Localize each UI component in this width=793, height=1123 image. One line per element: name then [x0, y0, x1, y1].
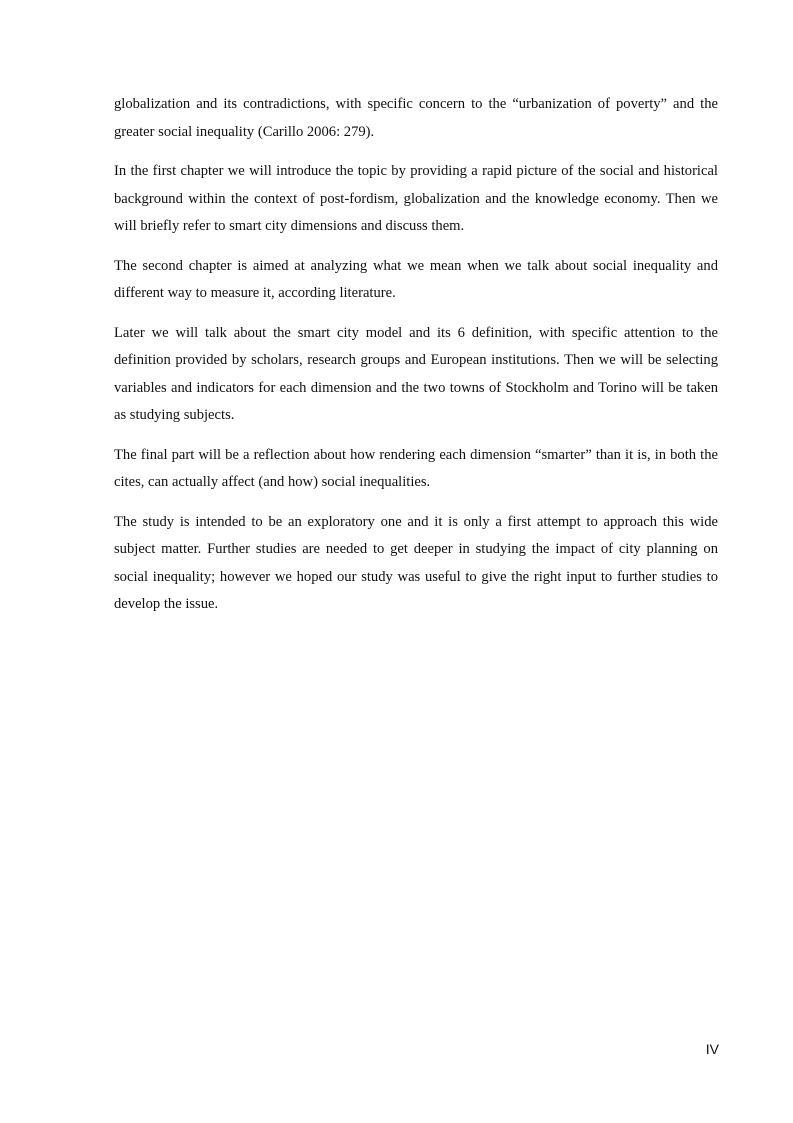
- paragraph-1: globalization and its contradictions, with specific concern to the “urbanization of poverty” and the greater social inequality (Carillo 2006: 279).: [114, 96, 718, 140]
- paragraph-4: Later we will talk about the smart city model and its 6 definition, with specific attention to the definition provided by scholars, research groups and European institutions. Then we will be selecting variables and indicators for each dimension and the two towns of Stockholm and Torino will be taken as studying subjects.: [114, 324, 718, 423]
- paragraph-3: The second chapter is aimed at analyzing what we mean when we talk about social inequality and different way to measure it, according literature.: [114, 257, 718, 301]
- paragraph-2: In the first chapter we will introduce the topic by providing a rapid picture of the social and historical background within the context of post-fordism, globalization and the knowledge economy. Then we will briefly refer to smart city dimensions and discuss them.: [114, 163, 718, 234]
- body-text: [114, 91, 718, 631]
- paragraph-5: The final part will be a reflection about how rendering each dimension “smarter” than it is, in both the cites, can actually affect (and how) social inequalities.: [114, 446, 718, 490]
- paragraph-6: The study is intended to be an exploratory one and it is only a first attempt to approach this wide subject matter. Further studies are needed to get deeper in studying the impact of city planning on social inequality; however we hoped our study was useful to give the right input to further studies to develop the issue.: [114, 513, 718, 612]
- page-number: IV: [705, 1041, 719, 1057]
